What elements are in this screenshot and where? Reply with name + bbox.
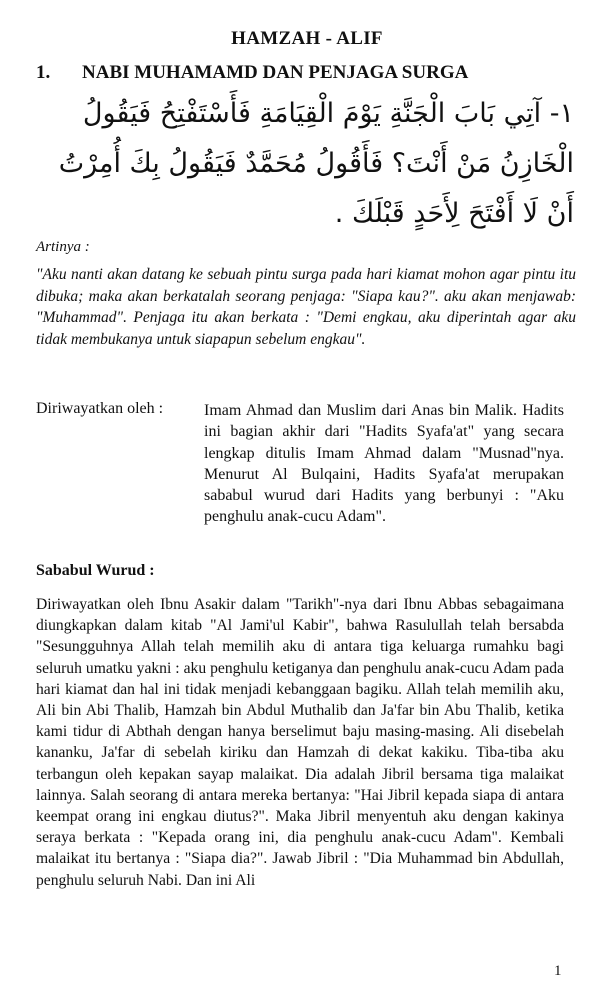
narration-text: Imam Ahmad dan Muslim dari Anas bin Malik. Hadits ini bagian akhir dari "Hadits Syafa'at" yang secara lengkap ditulis Imam Ahmad dalam "Musnad"nya. Menurut Al Bulqaini, Hadits Syafa'at merupakan sababul wurud dari Hadits yang berbunyi : "Aku penghulu anak-cucu Adam". <box>204 402 564 526</box>
sababul-wurud-text: Diriwayatkan oleh Ibnu Asakir dalam "Tarikh"-nya dari Ibnu Abbas sebagaimana diungkapkan dalam kitab "Al Jami'ul Kabir", bahwa Rasulullah telah bersabda "Sesungguhnya Allah telah memilih aku di antara tiga keluarga rumahku bagi seluruh umatku yakni : aku penghulu ketiganya dan penghulu anak-cucu Adam pada hari kiamat dan hal ini tidak menjadi kebanggaan bagiku. Allah telah memilih aku, Ali bin Abi Thalib, Hamzah bin Abdul Muthalib dan Ja'far bin Abu Thalib, ketika kami tidur di Abthah dengan hanya berselimut baju masing-masing. Ali disebelah kananku, Ja'far di sebelah kiriku dan Hamzah di dekat kakiku. Tiba-tiba aku terbangun oleh kepakan sayap malaikat. Dia adalah Jibril bersama tiga malaikat lainnya. Salah seorang di antara mereka bertanya: "Hai Jibril kepada siapa di antara keempat orang ini engkau diutus?". Maka Jibril menyentuh aku dengan kakinya seraya berkata : "Kepada orang ini, dia penghulu anak-cucu Adam". Kembali malaikat itu bertanya : "Siapa dia?". Jawab Jibril : "Dia Muhammad bin Abdullah, penghulu seluruh Nabi. Dan ini Ali <box>36 596 564 889</box>
translation-text: "Aku nanti akan datang ke sebuah pintu surga pada hari kiamat mohon agar pintu itu dibuka; maka akan berkatalah seorang penjaga: "Siapa kau?". aku akan menjawab: "Muhammad". Penjaga itu akan berkata : "Demi engkau, aku diperintah agar aku tidak membukanya untuk siapapun sebelum engkau". <box>36 266 576 348</box>
sababul-wurud-heading: Sababul Wurud : <box>36 562 155 579</box>
chapter-title: NABI MUHAMAMD DAN PENJAGA SURGA <box>82 62 469 83</box>
arabic-line-1: ١- آتِي بَابَ الْجَنَّةِ يَوْمَ الْقِيَامَةِ فَأَسْتَفْتِحُ فَيَقُولُ <box>82 98 574 129</box>
section-title: HAMZAH - ALIF <box>231 28 383 49</box>
page-number: 1 <box>554 963 562 979</box>
narration-label: Diriwayatkan oleh : <box>36 400 164 417</box>
chapter-number: 1. <box>36 62 51 83</box>
arabic-line-3: أَنْ لَا أَفْتَحَ لِأَحَدٍ قَبْلَكَ . <box>334 198 574 229</box>
chapter-heading <box>36 62 468 84</box>
translation-label: Artinya : <box>36 239 90 255</box>
arabic-line-2: الْخَازِنُ مَنْ أَنْتَ؟ فَأَقُولُ مُحَمَّدٌ فَيَقُولُ بِكَ أُمِرْتُ <box>58 148 574 179</box>
